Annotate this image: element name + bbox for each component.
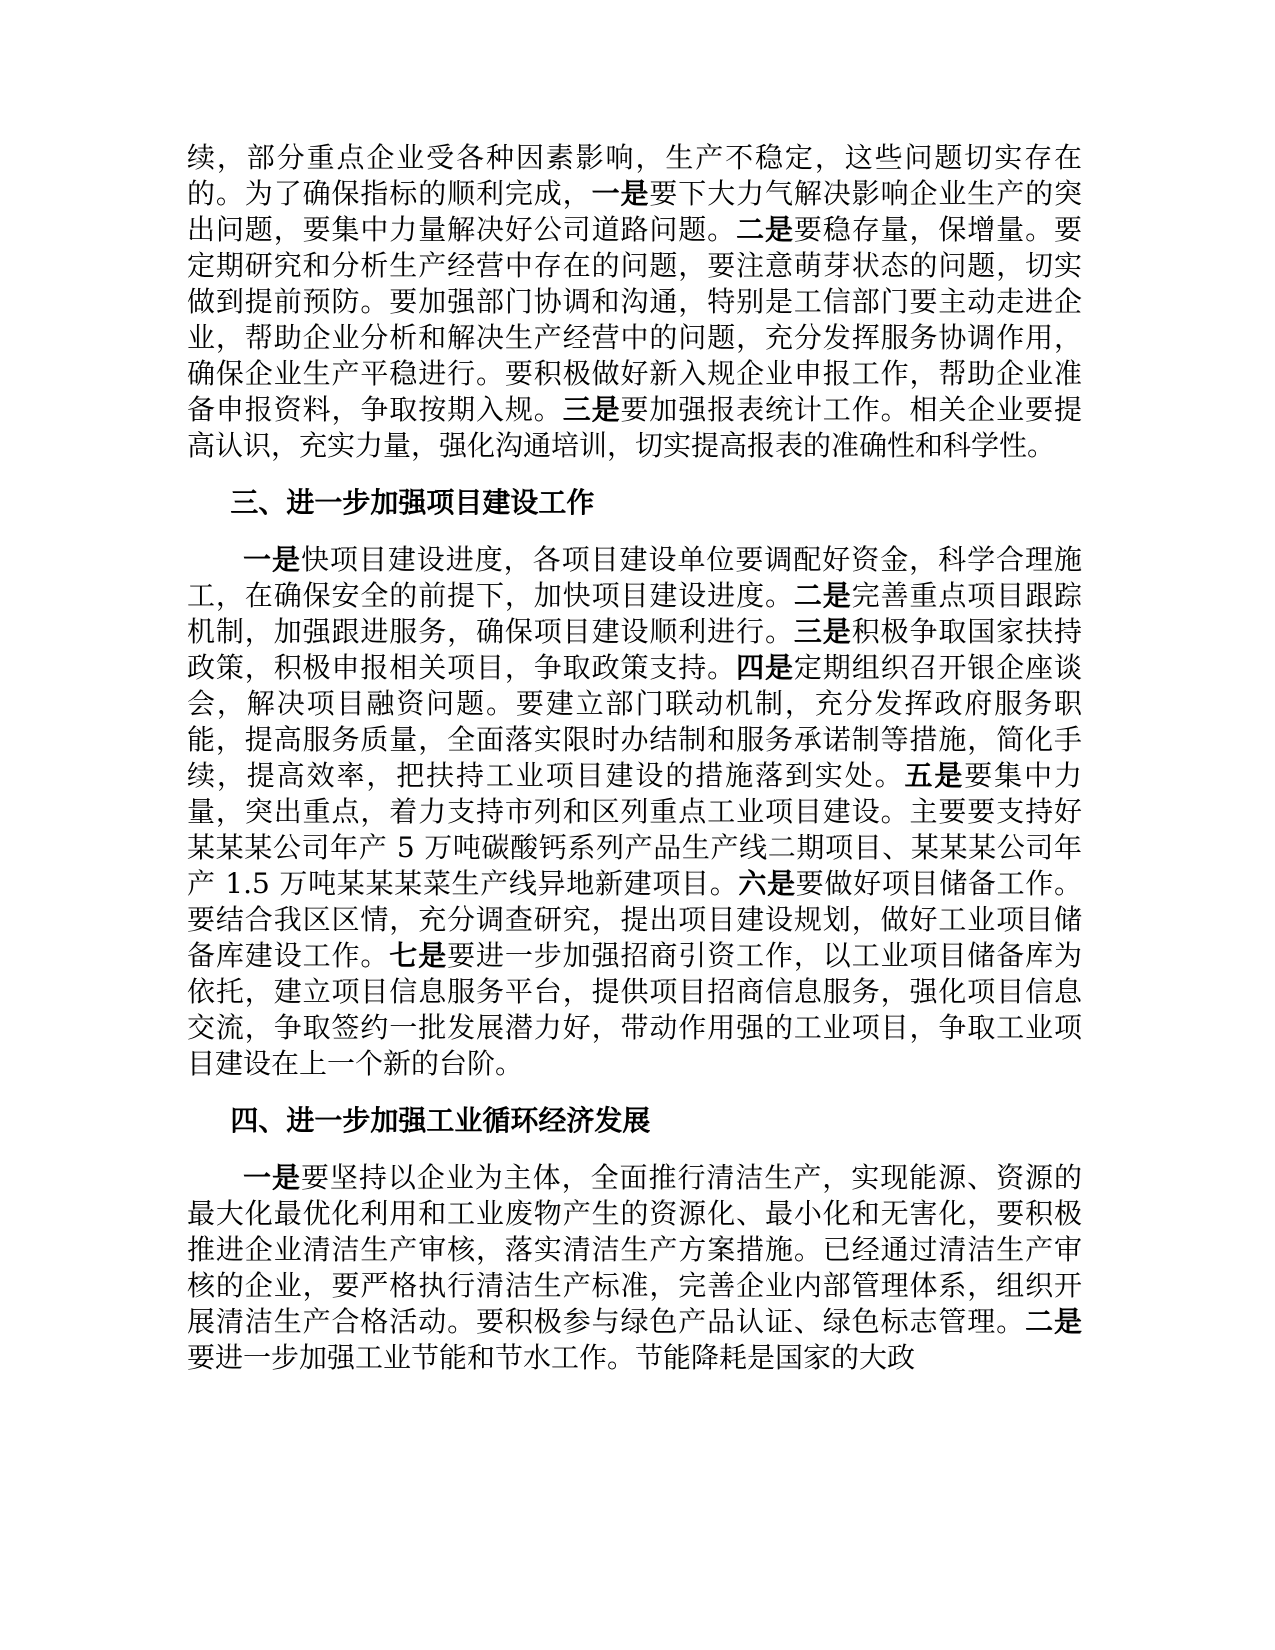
emphasis-marker: 三是 xyxy=(562,393,621,426)
text-run: 完善重点项目跟踪机制，加强跟进服务，确保项目建设顺利进行。 xyxy=(187,579,1082,648)
emphasis-marker: 六是 xyxy=(738,867,796,900)
text-run: 定期组织召开银企座谈会，解决项目融资问题。要建立部门联动机制，充分发挥政府服务职能，提高服务质量，全面落实限时办结制和服务承诺制等措施，简化手续，提高效率，把扶持工业项目建设的措施落到实处。 xyxy=(187,651,1082,792)
text-run: 要下大力气解决影响企业生产的突出问题，要集中力量解决好公司道路问题。 xyxy=(187,177,1082,246)
emphasis-marker: 二是 xyxy=(1025,1305,1082,1338)
text-run: 要稳存量，保增量。要定期研究和分析生产经营中存在的问题，要注意萌芽状态的问题，切实做到提前预防。要加强部门协调和沟通，特别是工信部门要主动走进企业，帮助企业分析和解决生产经营中的问题，充分发挥服务协调作用，确保企业生产平稳进行。要积极做好新入规企业申报工作，帮助企业准备申报资料，争取按期入规。 xyxy=(187,213,1082,426)
text-run: 要集中力量，突出重点，着力支持市列和区列重点工业项目建设。主要要支持好某某某公司年产 5 万吨碳酸钙系列产品生产线二期项目、某某某公司年产 1.5 万吨某某某菜生产线异地新建项目。 xyxy=(187,759,1082,900)
paragraph-project-construction xyxy=(187,542,1082,1082)
emphasis-marker: 七是 xyxy=(389,939,448,972)
text-run: 要坚持以企业为主体，全面推行清洁生产，实现能源、资源的最大化最优化利用和工业废物产生的资源化、最小化和无害化，要积极推进企业清洁生产审核，落实清洁生产方案措施。已经通过清洁生产审核的企业，要严格执行清洁生产标准，完善企业内部管理体系，组织开展清洁生产合格活动。要积极参与绿色产品认证、绿色标志管理。 xyxy=(187,1161,1082,1338)
text-run: 快项目建设进度，各项目建设单位要调配好资金，科学合理施工，在确保安全的前提下，加快项目建设进度。 xyxy=(187,543,1082,612)
paragraph-circular-economy xyxy=(187,1160,1082,1376)
section-heading-3: 三、进一步加强项目建设工作 xyxy=(230,486,595,519)
emphasis-marker: 三是 xyxy=(793,615,852,648)
emphasis-marker: 一是 xyxy=(591,177,650,210)
text-run: 续，部分重点企业受各种因素影响，生产不稳定，这些问题切实存在的。为了确保指标的顺利完成， xyxy=(187,141,1082,210)
emphasis-marker: 二是 xyxy=(736,213,794,246)
text-run: 积极争取国家扶持政策，积极申报相关项目，争取政策支持。 xyxy=(187,615,1082,684)
emphasis-marker: 一是 xyxy=(243,1161,301,1194)
text-run: 要进一步加强工业节能和节水工作。节能降耗是国家的大政 xyxy=(187,1341,916,1374)
paragraph-continued xyxy=(187,140,1082,464)
text-run: 要加强报表统计工作。相关企业要提高认识，充实力量，强化沟通培训，切实提高报表的准确性和科学性。 xyxy=(187,393,1082,462)
emphasis-marker: 一是 xyxy=(243,543,301,576)
text-run: 要进一步加强招商引资工作，以工业项目储备库为依托，建立项目信息服务平台，提供项目招商信息服务，强化项目信息交流，争取签约一批发展潜力好，带动作用强的工业项目，争取工业项目建设在上一个新的台阶。 xyxy=(187,939,1082,1080)
document-body xyxy=(187,140,1082,1397)
emphasis-marker: 五是 xyxy=(904,759,965,792)
section-heading-4: 四、进一步加强工业循环经济发展 xyxy=(230,1104,651,1137)
text-run: 要做好项目储备工作。要结合我区区情，充分调查研究，提出项目建设规划，做好工业项目储备库建设工作。 xyxy=(187,867,1082,972)
emphasis-marker: 二是 xyxy=(793,579,852,612)
emphasis-marker: 四是 xyxy=(736,651,794,684)
